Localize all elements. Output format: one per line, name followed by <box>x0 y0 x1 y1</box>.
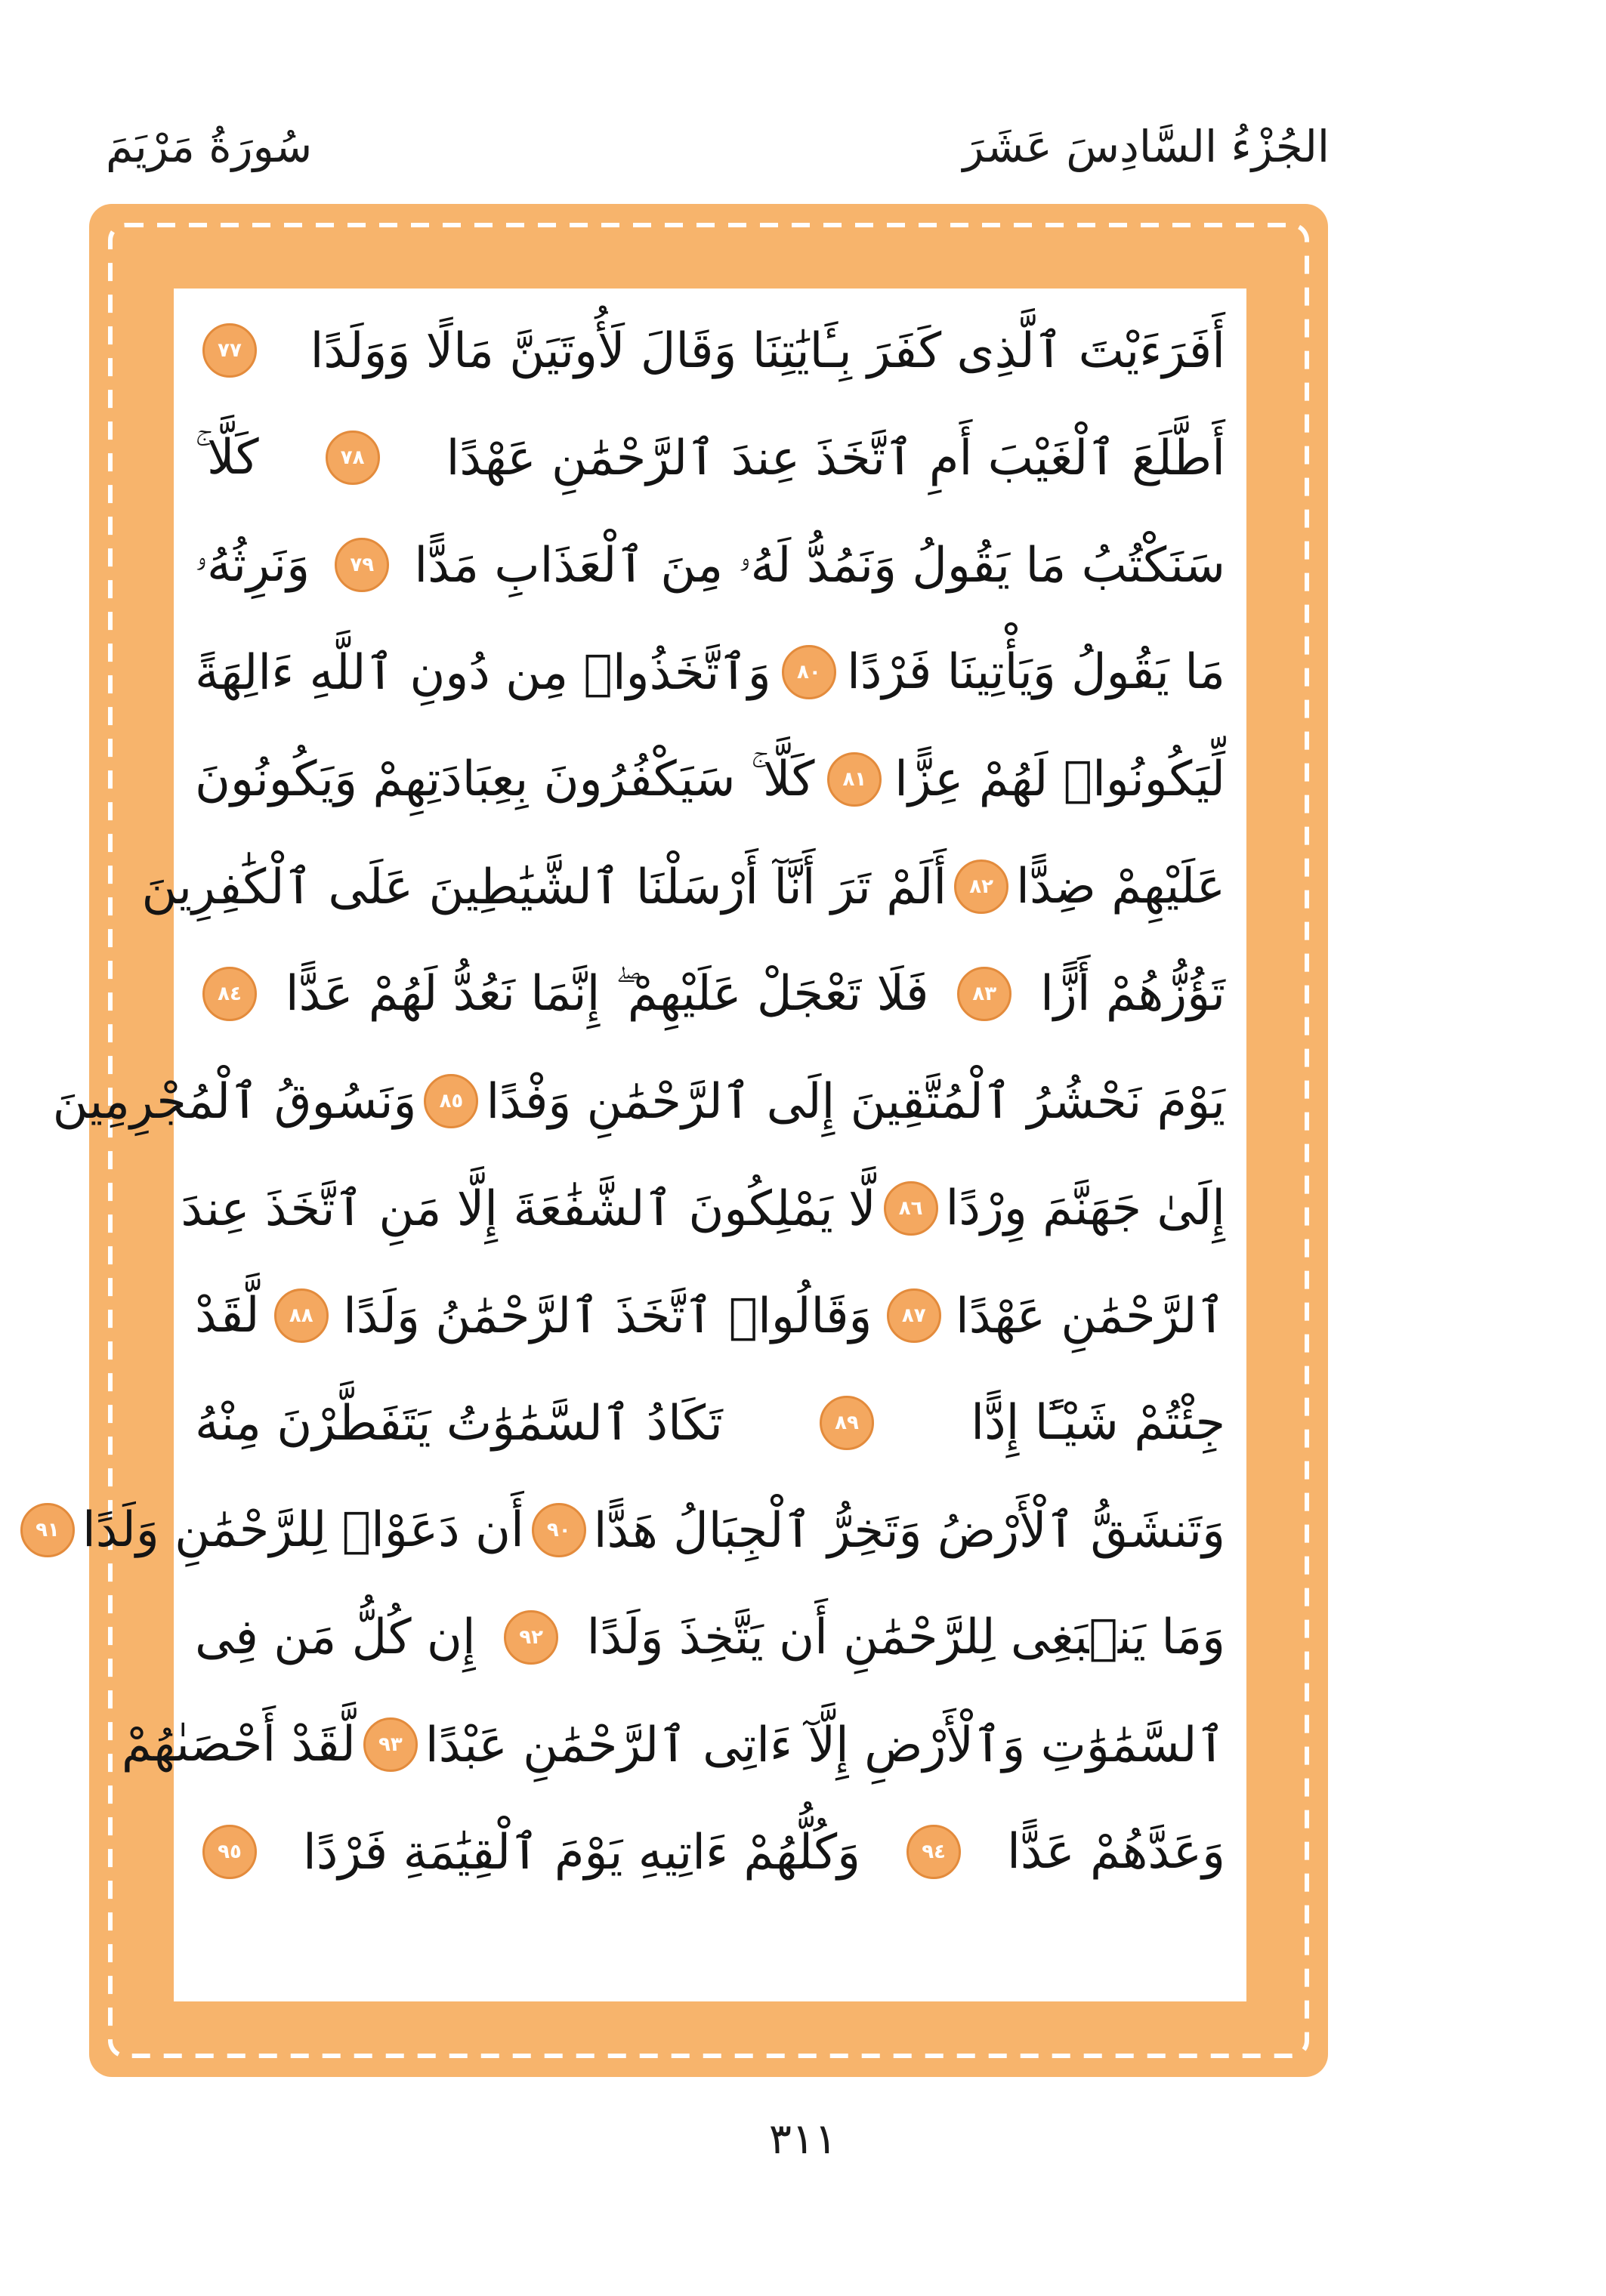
ayah-number-marker: ٩٤ <box>906 1825 961 1879</box>
ayah-number-marker: ٨١ <box>827 752 882 807</box>
ayah-number-marker: ٩٣ <box>363 1717 418 1772</box>
verse-text: لِّيَكُونُوا۟ لَهُمْ عِزًّا <box>894 751 1225 807</box>
ayah-number-marker: ٨٧ <box>887 1288 941 1343</box>
text-line <box>121 1696 1225 1793</box>
verse-text: وَمَا يَنۢبَغِى لِلرَّحْمَٰنِ أَن يَتَّخِذَ وَلَدًا <box>586 1609 1225 1665</box>
verse-text: كَلَّا ۚ سَيَكْفُرُونَ بِعِبَادَتِهِمْ وَيَكُونُونَ <box>195 751 815 807</box>
verse-text: وَعَدَّهُمْ عَدًّا <box>1007 1824 1225 1880</box>
text-line <box>181 1160 1225 1257</box>
verse-text: عَلَيْهِمْ ضِدًّا <box>1016 859 1225 915</box>
text-line <box>195 1589 1225 1686</box>
text-line <box>195 1804 1225 1900</box>
verse-text: جِئْتُمْ شَيْـًٔا إِدًّا <box>971 1395 1225 1451</box>
verse-text: لَّا يَمْلِكُونَ ٱلشَّفَٰعَةَ إِلَّا مَنِ ٱتَّخَذَ عِندَ <box>181 1180 876 1237</box>
surah-title: سُورَةُ مَرْيَمَ <box>106 121 313 172</box>
verse-text: وَٱتَّخَذُوا۟ مِن دُونِ ٱللَّهِ ءَالِهَةً <box>195 644 771 701</box>
text-line <box>195 1267 1225 1364</box>
text-line <box>195 731 1225 828</box>
verse-text: إِن كُلُّ مَن فِى <box>195 1609 476 1665</box>
verse-text: وَكُلُّهُمْ ءَاتِيهِ يَوْمَ ٱلْقِيَٰمَةِ فَرْدًا <box>303 1824 861 1881</box>
verse-text: وَنَسُوقُ ٱلْمُجْرِمِينَ <box>52 1073 417 1130</box>
verse-text: تَكَادُ ٱلسَّمَٰوَٰتُ يَتَفَطَّرْنَ مِنْهُ <box>195 1395 723 1452</box>
juz-title: الجُزْءُ السَّادِسَ عَشَرَ <box>962 121 1330 172</box>
verse-text: أَلَمْ تَرَ أَنَّآ أَرْسَلْنَا ٱلشَّيَٰطِينَ عَلَى ٱلْكَٰفِرِينَ <box>141 859 947 915</box>
ayah-number-marker: ٩٠ <box>532 1503 586 1557</box>
text-line <box>141 838 1225 935</box>
ayah-number-marker: ٧٨ <box>326 430 380 485</box>
page-header <box>106 113 1330 204</box>
text-line <box>195 409 1225 506</box>
verse-text: لَّقَدْ <box>195 1288 260 1344</box>
text-line <box>52 1053 1225 1150</box>
verse-text: كَلَّا ۚ <box>195 430 259 486</box>
ayah-number-marker: ٨٣ <box>957 967 1011 1021</box>
verse-text: وَتَنشَقُّ ٱلْأَرْضُ وَتَخِرُّ ٱلْجِبَالُ هَدًّا <box>593 1502 1225 1559</box>
ayah-number-marker: ٨٢ <box>954 859 1008 914</box>
verse-text: ٱلسَّمَٰوَٰتِ وَٱلْأَرْضِ إِلَّآ ءَاتِى ٱلرَّحْمَٰنِ عَبْدًا <box>425 1717 1225 1773</box>
text-line <box>195 517 1225 613</box>
verse-text: أَن دَعَوْا۟ لِلرَّحْمَٰنِ وَلَدًا <box>82 1502 524 1558</box>
verse-text: يَوْمَ نَحْشُرُ ٱلْمُتَّقِينَ إِلَى ٱلرَّحْمَٰنِ وَفْدًا <box>486 1073 1225 1130</box>
text-line <box>195 1375 1225 1471</box>
ayah-number-marker: ٧٧ <box>202 323 257 378</box>
ayah-number-marker: ٨٦ <box>884 1181 938 1236</box>
ayah-number-marker: ٧٩ <box>335 538 389 592</box>
page-number: ٣١١ <box>768 2115 838 2164</box>
verse-text: أَطَّلَعَ ٱلْغَيْبَ أَمِ ٱتَّخَذَ عِندَ ٱلرَّحْمَٰنِ عَهْدًا <box>446 430 1225 486</box>
ayah-number-marker: ٩٥ <box>202 1825 257 1879</box>
verse-text: أَفَرَءَيْتَ ٱلَّذِى كَفَرَ بِـَٔايَٰتِنَا وَقَالَ لَأُوتَيَنَّ مَالًا وَوَلَدًا <box>310 322 1225 379</box>
verse-text: فَلَا تَعْجَلْ عَلَيْهِمْ ۖ إِنَّمَا نَعُدُّ لَهُمْ عَدًّا <box>285 966 929 1022</box>
quran-text-panel <box>36 289 1246 2001</box>
verse-text: مَا يَقُولُ وَيَأْتِينَا فَرْدًا <box>847 644 1225 700</box>
ayah-number-marker: ٨٥ <box>424 1074 478 1128</box>
ayah-number-marker: ٨٤ <box>202 967 257 1021</box>
ayah-number-marker: ٩٢ <box>504 1610 558 1665</box>
text-line <box>195 624 1225 721</box>
text-line <box>195 946 1225 1042</box>
text-line <box>195 302 1225 399</box>
verse-text: لَّقَدْ أَحْصَىٰهُمْ <box>121 1717 356 1773</box>
verse-text: سَنَكْتُبُ مَا يَقُولُ وَنَمُدُّ لَهُۥ مِنَ ٱلْعَذَابِ مَدًّا <box>414 537 1225 594</box>
verse-text: وَقَالُوا۟ ٱتَّخَذَ ٱلرَّحْمَٰنُ وَلَدًا <box>343 1288 872 1344</box>
ayah-number-marker: ٨٩ <box>820 1396 874 1450</box>
verse-text: ٱلرَّحْمَٰنِ عَهْدًا <box>956 1288 1225 1344</box>
verse-text: إِلَىٰ جَهَنَّمَ وِرْدًا <box>945 1180 1225 1236</box>
ayah-number-marker: ٩١ <box>20 1503 75 1557</box>
ayah-number-marker: ٨٠ <box>782 645 836 699</box>
verse-text: تَؤُزُّهُمْ أَزًّا <box>1040 966 1225 1022</box>
ayah-number-marker: ٨٨ <box>274 1288 329 1343</box>
text-line <box>36 1482 1225 1578</box>
verse-text: وَنَرِثُهُۥ <box>195 537 310 593</box>
